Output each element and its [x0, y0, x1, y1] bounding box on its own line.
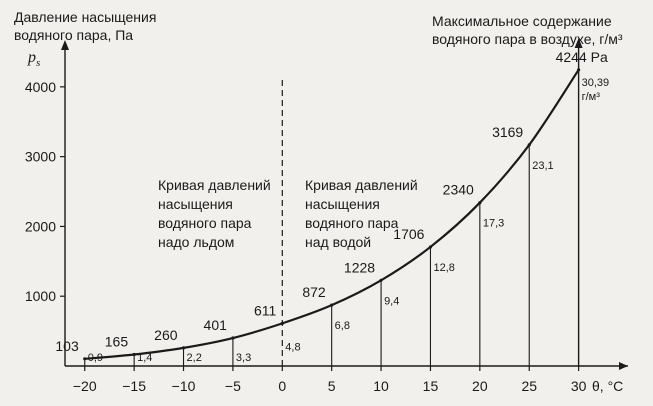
x-axis-title: θ, °C	[592, 378, 624, 394]
y-axis-symbol-subscript: s	[36, 57, 41, 69]
y-tick-label: 3000	[24, 148, 56, 165]
x-tick-label: 25	[521, 378, 538, 394]
data-point	[429, 245, 432, 248]
y-axis-title	[14, 8, 156, 44]
x-tick-label: −5	[224, 378, 241, 394]
data-point	[577, 68, 580, 71]
region-ice-line-1: Кривая давлений	[158, 177, 271, 193]
pressure-label: 4244 Pa	[555, 48, 608, 65]
water-content-unit: г/м³	[581, 90, 600, 103]
data-point	[281, 322, 284, 325]
pressure-label: 401	[203, 317, 227, 334]
x-tick-label: 10	[373, 378, 389, 394]
right-axis-title-line-1: Максимальное содержание	[432, 13, 612, 29]
x-tick-label: −20	[72, 378, 97, 394]
region-ice-line-4: надо льдом	[158, 234, 235, 250]
x-tick-label: 30	[570, 378, 587, 394]
pressure-label: 3169	[492, 123, 524, 140]
region-label-water	[305, 176, 418, 252]
region-water-line-4: над водой	[305, 234, 372, 250]
y-axis-title-line-2: водяного пара, Па	[14, 27, 134, 43]
water-content-label: 1,4	[137, 352, 153, 364]
pressure-label: 165	[104, 333, 129, 350]
y-tick-label: 2000	[24, 218, 56, 235]
water-content-label: 17,3	[482, 217, 505, 230]
data-point	[478, 201, 481, 204]
water-content-label: 9,4	[384, 295, 400, 308]
x-tick-label: 5	[327, 378, 336, 394]
y-tick-label: 1000	[24, 288, 56, 305]
data-point	[133, 353, 136, 356]
water-content-label: 4,8	[285, 341, 301, 354]
pressure-label: 1228	[343, 259, 376, 276]
region-ice-line-3: водяного пара	[158, 215, 252, 231]
data-point	[83, 357, 86, 360]
x-axis-arrow	[619, 362, 628, 370]
y-axis-title-line-1: Давление насыщения	[14, 9, 157, 25]
pressure-label: 611	[253, 302, 277, 319]
data-point	[182, 346, 185, 349]
region-ice-line-2: насыщения	[158, 196, 233, 212]
region-water-line-1: Кривая давлений	[305, 177, 418, 193]
right-axis-title	[432, 12, 623, 48]
data-point	[231, 336, 234, 339]
x-tick-label: 15	[422, 378, 439, 394]
region-label-ice	[158, 176, 271, 252]
water-content-label: 0,9	[87, 352, 104, 364]
water-content-label: 12,8	[433, 261, 455, 274]
x-tick-label: 20	[472, 378, 488, 394]
x-tick-label: −15	[122, 378, 147, 394]
y-tick-label: 4000	[24, 78, 56, 95]
water-content-label: 3,3	[235, 352, 252, 364]
x-tick-label: 0	[278, 378, 287, 394]
y-axis-symbol: $p_s$	[28, 49, 41, 69]
x-tick-label: −10	[171, 378, 196, 394]
pressure-label: 103	[55, 337, 79, 354]
pressure-label: 260	[154, 326, 178, 343]
pressure-label: 872	[302, 284, 326, 301]
water-content-label: 30,39	[581, 76, 610, 89]
water-content-label: 2,2	[186, 352, 202, 364]
data-point	[528, 143, 531, 146]
pressure-label: 1706	[393, 225, 425, 242]
region-water-line-3: водяного пара	[305, 215, 399, 231]
region-water-line-2: насыщения	[305, 196, 380, 212]
data-point	[330, 304, 333, 307]
water-content-label: 6,8	[334, 320, 350, 333]
right-axis-title-line-2: водяного пара в воздухе, г/м³	[432, 31, 623, 47]
pressure-label: 2340	[442, 181, 474, 198]
water-content-label: 23,1	[532, 159, 554, 172]
data-point	[379, 279, 382, 282]
